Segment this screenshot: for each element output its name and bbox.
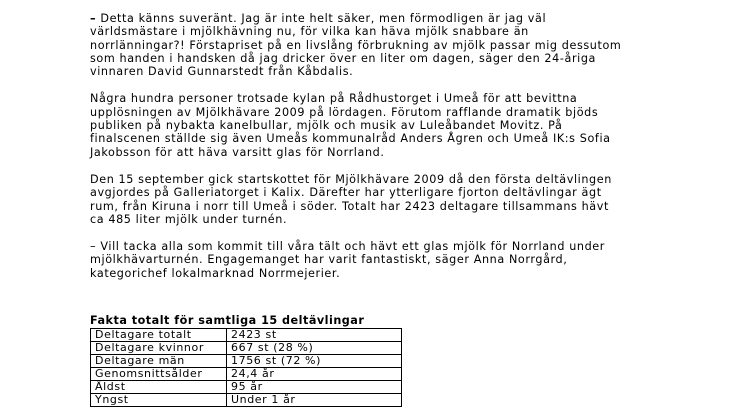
fact-label: Deltagare kvinnor bbox=[91, 342, 227, 355]
fact-value: 667 st (28 %) bbox=[227, 342, 402, 355]
fact-label: Genomsnittsålder bbox=[91, 368, 227, 381]
paragraph-quote-winner bbox=[90, 12, 710, 78]
fact-value: 2423 st bbox=[227, 329, 402, 342]
facts-title: Fakta totalt för samtliga 15 deltävlingar bbox=[90, 314, 365, 327]
paragraph-quote-organizer: – Vill tacka alla som kommit till våra tält och hävt ett glas mjölk för Norrland under mjölkhävarturnén. Engagemanget har varit fantastiskt, säger Anna Norrgård, kategorichef lokalmarknad Norrmejerier. bbox=[90, 240, 605, 280]
facts-table bbox=[90, 328, 402, 407]
paragraph-final-event: Några hundra personer trotsade kylan på Rådhustorget i Umeå för att bevittna upplösningen av Mjölkhävare 2009 på lördagen. Förutom rafflande dramatik bjöds publiken på nybakta kanelbullar, mjölk och musik av Luleåbandet Movitz. På finalscenen ställde sig även Umeås kommunalråd Anders Ågren och Umeå IK:s Sofia Jakobsson för att häva varsitt glas för Norrland. bbox=[90, 92, 611, 159]
document-page bbox=[90, 12, 710, 406]
table-row bbox=[91, 368, 402, 381]
table-row bbox=[91, 355, 402, 368]
table-row bbox=[91, 342, 402, 355]
fact-label: Äldst bbox=[91, 381, 227, 394]
fact-value: Under 1 år bbox=[227, 394, 402, 407]
quote-dash: – bbox=[90, 12, 97, 25]
fact-label: Deltagare totalt bbox=[91, 329, 227, 342]
paragraph-text: Detta känns suveränt. Jag är inte helt säker, men förmodligen är jag väl världsmästare i mjölkhävning nu, för vilka kan häva mjölk snabbare än norrlänningar?! Förstapriset på en livslång förbrukning av mjölk passar mig dessutom som handen i handsken då jag dricker över en liter om dagen, säger den 24-åriga vinnaren David Gunnarstedt från Kåbdalis. bbox=[90, 12, 622, 79]
fact-label: Deltagare män bbox=[91, 355, 227, 368]
table-row bbox=[91, 329, 402, 342]
table-row bbox=[91, 381, 402, 394]
paragraph-tour-start: Den 15 september gick startskottet för Mjölkhävare 2009 då den första deltävlingen avgjordes på Galleriatorget i Kalix. Därefter har ytterligare fjorton deltävlingar ägt rum, från Kiruna i norr till Umeå i söder. Totalt har 2423 deltagare tillsammans hävt ca 485 liter mjölk under turnén. bbox=[90, 172, 612, 226]
table-row bbox=[91, 394, 402, 407]
fact-value: 95 år bbox=[227, 381, 402, 394]
fact-label: Yngst bbox=[91, 394, 227, 407]
fact-value: 24,4 år bbox=[227, 368, 402, 381]
fact-value: 1756 st (72 %) bbox=[227, 355, 402, 368]
